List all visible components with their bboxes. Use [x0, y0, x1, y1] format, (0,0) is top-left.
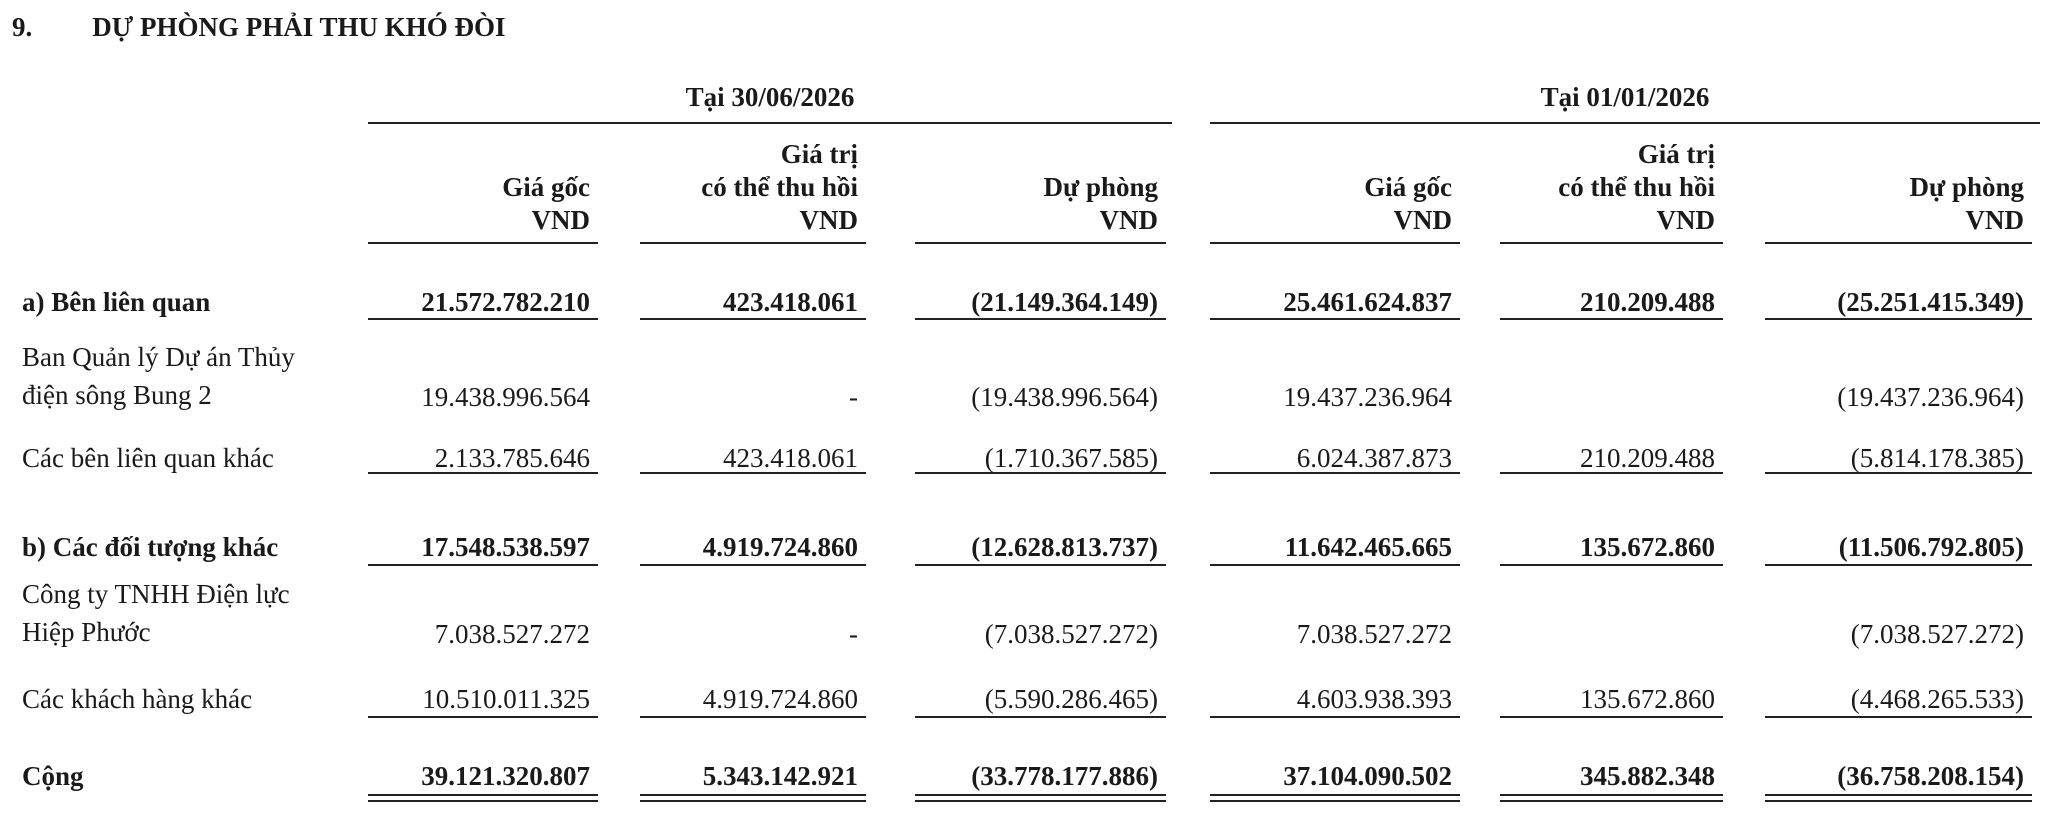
- column-header-line: VND: [1656, 205, 1715, 235]
- column-header-line: Dự phòng: [1909, 172, 2024, 202]
- cell-underline: [1210, 564, 1460, 566]
- column-header-underline: [1210, 242, 1460, 244]
- table-cell: (5.814.178.385): [1850, 443, 2024, 473]
- row-label: [22, 680, 252, 718]
- period-divider-prior: [1210, 122, 2040, 124]
- cell-underline: [1210, 472, 1460, 474]
- table-cell: 423.418.061: [723, 443, 858, 473]
- table-cell: (7.038.527.272): [984, 619, 1158, 649]
- column-header-line: VND: [531, 205, 590, 235]
- table-cell: 11.642.465.665: [1284, 532, 1452, 562]
- cell-underline: [1500, 564, 1723, 566]
- cell-underline: [640, 716, 866, 718]
- table-cell: (19.438.996.564): [971, 382, 1158, 412]
- column-header-4: [1364, 138, 1452, 237]
- table-cell: 5.343.142.921: [702, 761, 858, 791]
- table-cell: -: [849, 619, 858, 649]
- row-label: [22, 757, 84, 795]
- table-cell: 19.437.236.964: [1283, 382, 1452, 412]
- period-divider-current: [368, 122, 1172, 124]
- row-label-line: Hiệp Phước: [22, 617, 151, 647]
- section-number: 9.: [12, 12, 33, 42]
- section-title: DỰ PHÒNG PHẢI THU KHÓ ĐÒI: [92, 12, 506, 42]
- column-header-line: [1364, 138, 1452, 171]
- row-label-line: Công ty TNHH Điện lực: [22, 579, 290, 609]
- column-header-2: [701, 138, 858, 237]
- row-label-line: a) Bên liên quan: [22, 287, 211, 317]
- column-header-5: [1558, 138, 1715, 237]
- column-header-line: [502, 138, 590, 171]
- column-header-line: Giá gốc: [1364, 172, 1452, 202]
- column-header-line: VND: [1393, 205, 1452, 235]
- table-cell: (33.778.177.886): [971, 761, 1158, 791]
- table-cell: (11.506.792.805): [1838, 532, 2024, 562]
- cell-underline: [1765, 318, 2032, 320]
- table-cell: 10.510.011.325: [422, 684, 590, 714]
- cell-underline: [1765, 472, 2032, 474]
- table-cell: 135.672.860: [1580, 532, 1715, 562]
- cell-underline: [368, 318, 598, 320]
- column-header-underline: [368, 242, 598, 244]
- table-cell: 17.548.538.597: [421, 532, 590, 562]
- cell-underline: [1500, 716, 1723, 718]
- row-label: [22, 283, 210, 321]
- column-header-6: [1910, 138, 2025, 237]
- cell-underline: [368, 716, 598, 718]
- table-cell: (19.437.236.964): [1837, 382, 2024, 412]
- table-cell: 423.418.061: [723, 287, 858, 317]
- cell-underline: [640, 564, 866, 566]
- cell-underline: [368, 472, 598, 474]
- column-header-underline: [1500, 242, 1723, 244]
- total-double-underline: [1500, 794, 1723, 802]
- table-cell: 37.104.090.502: [1283, 761, 1452, 791]
- column-header-line: có thể thu hồi: [1558, 172, 1715, 202]
- table-cell: (4.468.265.533): [1850, 684, 2024, 714]
- column-header-3: [1044, 138, 1159, 237]
- row-label: [22, 338, 295, 414]
- table-cell: (1.710.367.585): [984, 443, 1158, 473]
- cell-underline: [915, 716, 1166, 718]
- table-cell: 6.024.387.873: [1296, 443, 1452, 473]
- table-cell: 21.572.782.210: [421, 287, 590, 317]
- table-cell: 4.919.724.860: [702, 532, 858, 562]
- table-cell: 210.209.488: [1580, 443, 1715, 473]
- row-label: [22, 575, 290, 651]
- cell-underline: [1500, 318, 1723, 320]
- column-header-underline: [915, 242, 1166, 244]
- table-cell: 345.882.348: [1580, 761, 1715, 791]
- cell-underline: [1500, 472, 1723, 474]
- table-cell: 4.603.938.393: [1296, 684, 1452, 714]
- cell-underline: [915, 564, 1166, 566]
- row-label-line: điện sông Bung 2: [22, 380, 212, 410]
- table-cell: 4.919.724.860: [702, 684, 858, 714]
- row-label-line: Các khách hàng khác: [22, 684, 253, 714]
- table-cell: (36.758.208.154): [1837, 761, 2024, 791]
- table-cell: -: [849, 382, 858, 412]
- row-label: [22, 528, 278, 566]
- cell-underline: [640, 472, 866, 474]
- period-header-prior: Tại 01/01/2026: [1540, 82, 1710, 112]
- column-header-line: [1044, 138, 1159, 171]
- column-header-line: Giá trị: [1637, 139, 1715, 169]
- row-label-line: Ban Quản lý Dự án Thủy: [22, 342, 295, 372]
- total-double-underline: [1765, 794, 2032, 802]
- cell-underline: [1210, 318, 1460, 320]
- row-label-line: Các bên liên quan khác: [22, 443, 274, 473]
- column-header-1: [502, 138, 590, 237]
- cell-underline: [915, 472, 1166, 474]
- table-cell: 7.038.527.272: [434, 619, 590, 649]
- table-cell: 19.438.996.564: [421, 382, 590, 412]
- section-heading: [12, 12, 506, 43]
- table-cell: 39.121.320.807: [421, 761, 590, 791]
- table-cell: 7.038.527.272: [1296, 619, 1452, 649]
- cell-underline: [368, 564, 598, 566]
- table-cell: (21.149.364.149): [971, 287, 1158, 317]
- row-label-line: b) Các đối tượng khác: [22, 532, 279, 562]
- table-cell: (5.590.286.465): [984, 684, 1158, 714]
- column-header-line: có thể thu hồi: [701, 172, 858, 202]
- column-header-line: VND: [799, 205, 858, 235]
- column-header-line: VND: [1965, 205, 2024, 235]
- cell-underline: [915, 318, 1166, 320]
- table-cell: 210.209.488: [1580, 287, 1715, 317]
- row-label: [22, 439, 274, 477]
- column-header-underline: [640, 242, 866, 244]
- column-header-underline: [1765, 242, 2032, 244]
- cell-underline: [1765, 564, 2032, 566]
- row-label-line: Cộng: [22, 761, 84, 791]
- column-header-line: Dự phòng: [1043, 172, 1158, 202]
- table-cell: 2.133.785.646: [434, 443, 590, 473]
- table-cell: (7.038.527.272): [1850, 619, 2024, 649]
- table-cell: (25.251.415.349): [1837, 287, 2024, 317]
- total-double-underline: [1210, 794, 1460, 802]
- column-header-line: Giá gốc: [502, 172, 590, 202]
- column-header-line: [1910, 138, 2025, 171]
- total-double-underline: [915, 794, 1166, 802]
- total-double-underline: [368, 794, 598, 802]
- cell-underline: [1210, 716, 1460, 718]
- total-double-underline: [640, 794, 866, 802]
- period-header-current: Tại 30/06/2026: [685, 82, 855, 112]
- table-cell: 135.672.860: [1580, 684, 1715, 714]
- table-cell: (12.628.813.737): [971, 532, 1158, 562]
- table-cell: 25.461.624.837: [1283, 287, 1452, 317]
- column-header-line: Giá trị: [780, 139, 858, 169]
- cell-underline: [1765, 716, 2032, 718]
- cell-underline: [640, 318, 866, 320]
- column-header-line: VND: [1099, 205, 1158, 235]
